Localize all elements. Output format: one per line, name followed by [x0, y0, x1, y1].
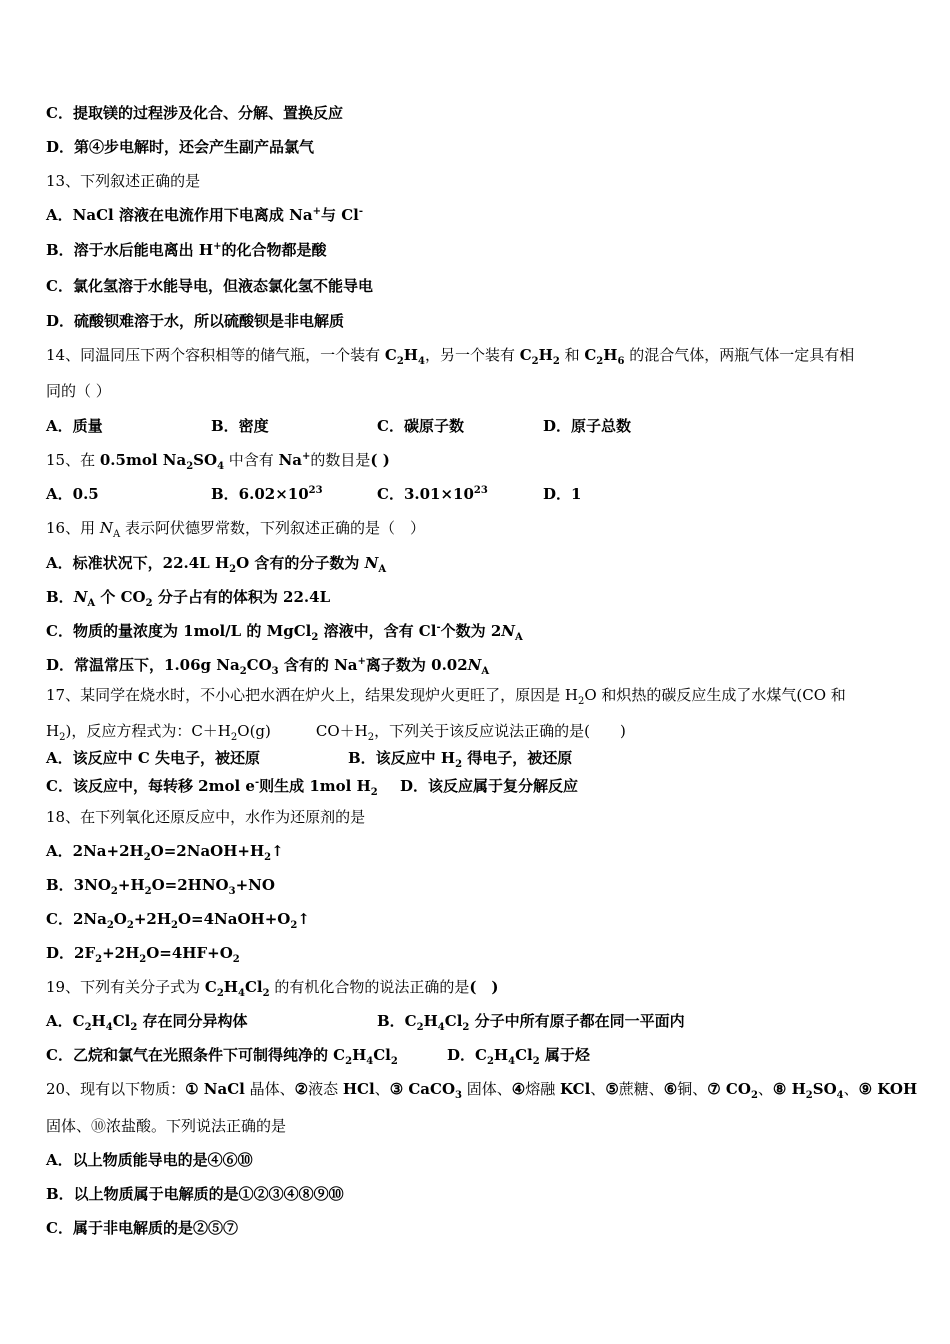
q14-stem-line2: 同的（ ） [46, 382, 111, 400]
q18-option-c: C．$2Na_2O_2+2H_2O=4NaOH+O_2↑$ [46, 910, 310, 931]
q20-option-c: C．属于非电解质的是②⑤⑦ [46, 1219, 238, 1237]
q15-option-d: D．1 [543, 485, 582, 503]
q19-option-b: B．$C_2H_4Cl_2$ 分子中所有原子都在同一平面内 [377, 1012, 685, 1033]
q20-stem-line1: 20、现有以下物质：① NaCl 晶体、②液态 HCl、③ CaCO$_3$ 固体、④熔融 KCl、⑤蔗糖、⑥铜、⑦ $CO_2$、⑧ $H_2SO_4$、⑨ KOH [46, 1080, 918, 1101]
q17-option-c: C．该反应中，每转移 2mol e-则生成 1mol $H_2$ [46, 777, 378, 798]
q15-option-c: C．$3.01\times 10^{23}$ [377, 485, 488, 503]
q15-option-b: B．$6.02\times 10^{23}$ [211, 485, 323, 503]
q14-option-a: A．质量 [46, 417, 103, 435]
q12-option-d: D．第④步电解时，还会产生副产品氯气 [46, 138, 315, 156]
q17-stem-line2: $H_2$)，反应方程式为：$C+H_2O(g)$ $CO+H_2$，下列关于该反应说法正确的是( ) [46, 722, 626, 743]
q17-stem-line1: 17、某同学在烧水时，不小心把水洒在炉火上，结果发现炉火更旺了，原因是 $H_2O$ 和炽热的碳反应生成了水煤气(CO 和 [46, 686, 846, 707]
q17-option-b: B．该反应中 $H_2$ 得电子，被还原 [348, 749, 573, 770]
q14-option-d: D．原子总数 [543, 417, 632, 435]
q16-option-c: C．物质的量浓度为 1mol/L 的 MgCl$_2$ 溶液中，含有 Cl-个数为 $2N_A$ [46, 622, 523, 643]
q19-option-d: D．$C_2H_4Cl_2$ 属于烃 [447, 1046, 590, 1067]
q18-option-b: B．$3NO_2+H_2O=2HNO_3+NO$ [46, 876, 275, 897]
q14-option-b: B．密度 [211, 417, 269, 435]
q20-option-b: B．以上物质属于电解质的是①②③④⑧⑨⑩ [46, 1185, 344, 1203]
q15-option-a: A．0.5 [46, 485, 99, 503]
q19-option-c: C．乙烷和氯气在光照条件下可制得纯净的 $C_2H_4Cl_2$ [46, 1046, 398, 1067]
q18-option-d: D．$2F_2+2H_2O=4HF+O_2$ [46, 944, 240, 965]
q12-option-c: C．提取镁的过程涉及化合、分解、置换反应 [46, 104, 343, 122]
q13-option-a: A．NaCl 溶液在电流作用下电离成 Na+与 Cl- [46, 206, 363, 224]
q18-stem: 18、在下列氧化还原反应中，水作为还原剂的是 [46, 808, 366, 826]
q19-stem: 19、下列有关分子式为 $C_2H_4Cl_2$ 的有机化合物的说法正确的是( ) [46, 978, 499, 999]
q17-option-d: D．该反应属于复分解反应 [400, 777, 579, 795]
q17-option-a: A．该反应中 C 失电子，被还原 [46, 749, 261, 767]
q16-option-b: B．$N_A$ 个 $CO_2$ 分子占有的体积为 22.4L [46, 588, 331, 609]
q20-option-a: A．以上物质能导电的是④⑥⑩ [46, 1151, 253, 1169]
q20-stem-line2: 固体、⑩浓盐酸。下列说法正确的是 [46, 1117, 287, 1135]
q15-stem: 15、在 0.5mol $Na_2SO_4$ 中含有 Na+的数目是( ) [46, 451, 390, 472]
q16-option-d: D．常温常压下，1.06g $Na_2CO_3$ 含有的 Na+离子数为 $0.02N_A$ [46, 656, 490, 677]
q13-stem: 13、下列叙述正确的是 [46, 172, 201, 190]
q14-option-c: C．碳原子数 [377, 417, 464, 435]
q14-stem-line1: 14、同温同压下两个容积相等的储气瓶，一个装有 $C_2H_4$，另一个装有 $C_2H_2$ 和 $C_2H_6$ 的混合气体，两瓶气体一定具有相 [46, 346, 855, 367]
q16-option-a: A．标准状况下，22.4L $H_2O$ 含有的分子数为 $N_A$ [46, 554, 387, 575]
q13-option-c: C．氯化氢溶于水能导电，但液态氯化氢不能导电 [46, 277, 373, 295]
q13-option-d: D．硫酸钡难溶于水，所以硫酸钡是非电解质 [46, 312, 345, 330]
q13-option-b: B．溶于水后能电离出 H+的化合物都是酸 [46, 241, 327, 259]
q16-stem: 16、用 $N_A$ 表示阿伏德罗常数，下列叙述正确的是（ ） [46, 519, 425, 540]
q18-option-a: A．$2Na+2H_2O=2NaOH+H_2↑$ [46, 842, 284, 863]
q19-option-a: A．$C_2H_4Cl_2$ 存在同分异构体 [46, 1012, 248, 1033]
